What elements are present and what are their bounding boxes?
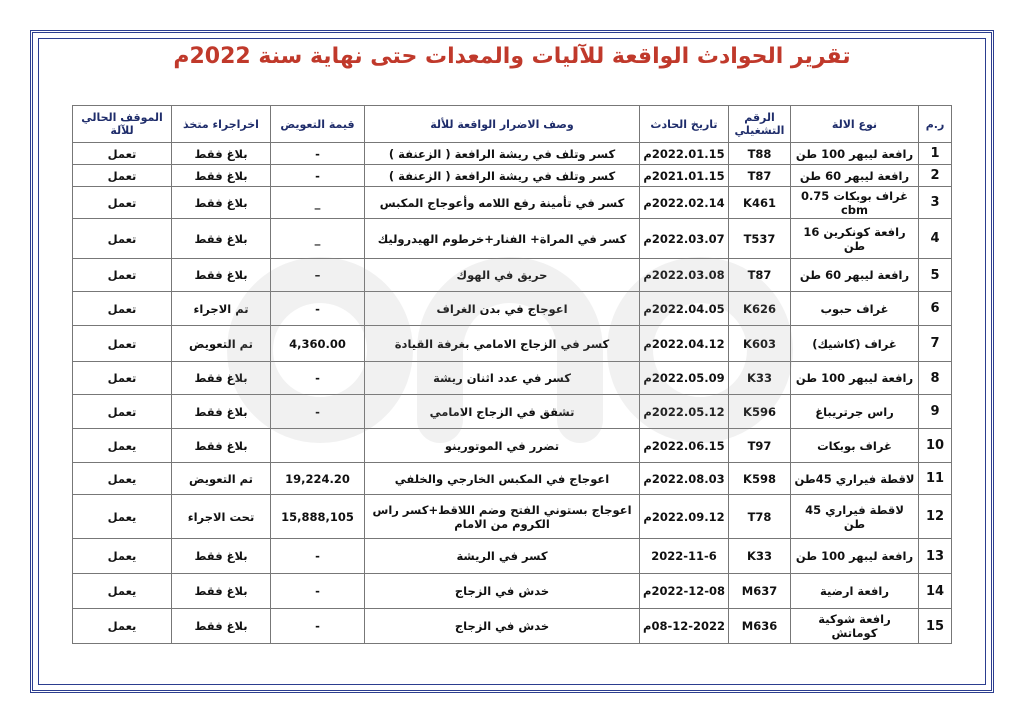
machine-type-cell: غراف بوبكات 0.75 cbm (791, 187, 919, 219)
op-number-cell: T87 (729, 259, 791, 292)
machine-type-cell: لاقطة فيراري 45 طن (791, 495, 919, 539)
op-number-cell: T78 (729, 495, 791, 539)
table-row (73, 495, 952, 539)
op-number-cell: K596 (729, 395, 791, 429)
accidents-table (72, 105, 952, 644)
action-cell: بلاغ فقط (172, 539, 271, 574)
action-cell: بلاغ فقط (172, 395, 271, 429)
accident-date-cell: 2022.04.05م (640, 292, 729, 326)
machine-type-cell: غراف حبوب (791, 292, 919, 326)
table-row (73, 429, 952, 463)
op-number-cell: K461 (729, 187, 791, 219)
machine-type-cell: رافعة شوكية كوماتش (791, 609, 919, 644)
status-cell: يعمل (73, 574, 172, 609)
accident-date-cell: 2022.05.09م (640, 362, 729, 395)
damage-description-cell: خدش في الزجاج (365, 574, 640, 609)
compensation-cell: – (271, 259, 365, 292)
table-row (73, 219, 952, 259)
row-number: 6 (919, 292, 952, 326)
row-number: 12 (919, 495, 952, 539)
accident-date-cell: 08-12-2022م (640, 609, 729, 644)
status-cell: يعمل (73, 463, 172, 495)
action-cell: بلاغ فقط (172, 429, 271, 463)
row-number: 7 (919, 326, 952, 362)
accident-date-cell: 2022.03.08م (640, 259, 729, 292)
machine-type-cell: رافعة ليبهر 100 طن (791, 362, 919, 395)
compensation-cell: - (271, 574, 365, 609)
table-row (73, 395, 952, 429)
damage-description-cell: حريق في الهوك (365, 259, 640, 292)
accident-date-cell: 2022-11-6 (640, 539, 729, 574)
row-number: 13 (919, 539, 952, 574)
action-cell: بلاغ فقط (172, 187, 271, 219)
accident-date-cell: 2022.01.15م (640, 143, 729, 165)
accident-date-cell: 2022.02.14م (640, 187, 729, 219)
table-row (73, 362, 952, 395)
compensation-cell: - (271, 143, 365, 165)
action-cell: بلاغ فقط (172, 609, 271, 644)
action-cell: بلاغ فقط (172, 574, 271, 609)
status-cell: تعمل (73, 326, 172, 362)
row-number: 4 (919, 219, 952, 259)
damage-description-cell: خدش في الزجاج (365, 609, 640, 644)
damage-description-cell: كسر في الريشة (365, 539, 640, 574)
status-cell: تعمل (73, 165, 172, 187)
compensation-cell (271, 429, 365, 463)
accident-date-cell: 2022.03.07م (640, 219, 729, 259)
header-machine-type: نوع الالة (791, 106, 919, 143)
damage-description-cell: تضرر في الموتورينو (365, 429, 640, 463)
row-number: 15 (919, 609, 952, 644)
status-cell: يعمل (73, 495, 172, 539)
accident-date-cell: 2022.06.15م (640, 429, 729, 463)
damage-description-cell: كسر في الزجاج الامامي بغرفة القيادة (365, 326, 640, 362)
header-date: تاريخ الحادث (640, 106, 729, 143)
status-cell: تعمل (73, 143, 172, 165)
compensation-cell: _ (271, 187, 365, 219)
header-damage: وصف الاضرار الواقعة للألة (365, 106, 640, 143)
damage-description-cell: كسر في عدد اثنان ريشة (365, 362, 640, 395)
op-number-cell: K33 (729, 362, 791, 395)
op-number-cell: K598 (729, 463, 791, 495)
action-cell: تم التعويض (172, 463, 271, 495)
compensation-cell: - (271, 165, 365, 187)
row-number: 1 (919, 143, 952, 165)
machine-type-cell: رافعة ليبهر 60 طن (791, 165, 919, 187)
header-op-number: الرقم التشغيلي (729, 106, 791, 143)
op-number-cell: K626 (729, 292, 791, 326)
op-number-cell: K603 (729, 326, 791, 362)
compensation-cell: - (271, 362, 365, 395)
accident-date-cell: 2022-12-08م (640, 574, 729, 609)
damage-description-cell: كسر وتلف في ريشة الرافعة ( الزعنفة ) (365, 165, 640, 187)
table-row (73, 539, 952, 574)
status-cell: يعمل (73, 609, 172, 644)
damage-description-cell: اعوجاج بستوني الفتح وضم اللاقط+كسر راس الكروم من الامام (365, 495, 640, 539)
compensation-cell: _ (271, 219, 365, 259)
row-number: 9 (919, 395, 952, 429)
header-num: ر.م (919, 106, 952, 143)
accident-date-cell: 2022.04.12م (640, 326, 729, 362)
compensation-cell: 15,888,105 (271, 495, 365, 539)
compensation-cell: 19,224.20 (271, 463, 365, 495)
machine-type-cell: رافعة كونكرين 16 طن (791, 219, 919, 259)
damage-description-cell: تشقق في الزجاج الامامي (365, 395, 640, 429)
action-cell: بلاغ فقط (172, 219, 271, 259)
op-number-cell: M637 (729, 574, 791, 609)
op-number-cell: T88 (729, 143, 791, 165)
status-cell: تعمل (73, 292, 172, 326)
accident-date-cell: 2022.05.12م (640, 395, 729, 429)
row-number: 11 (919, 463, 952, 495)
table-row (73, 609, 952, 644)
accident-date-cell: 2022.09.12م (640, 495, 729, 539)
action-cell: تم التعويض (172, 326, 271, 362)
table-row (73, 292, 952, 326)
action-cell: بلاغ فقط (172, 259, 271, 292)
machine-type-cell: رافعة ليبهر 100 طن (791, 539, 919, 574)
row-number: 8 (919, 362, 952, 395)
accident-date-cell: 2021.01.15م (640, 165, 729, 187)
action-cell: تم الاجراء (172, 292, 271, 326)
op-number-cell: T87 (729, 165, 791, 187)
compensation-cell: - (271, 609, 365, 644)
damage-description-cell: كسر في تأمينة رفع اللامه وأعوجاج المكبس (365, 187, 640, 219)
compensation-cell: - (271, 539, 365, 574)
machine-type-cell: غراف بوبكات (791, 429, 919, 463)
table-row (73, 187, 952, 219)
op-number-cell: T537 (729, 219, 791, 259)
damage-description-cell: كسر وتلف في ريشة الرافعة ( الزعنفة ) (365, 143, 640, 165)
op-number-cell: M636 (729, 609, 791, 644)
table-row (73, 143, 952, 165)
machine-type-cell: رافعة ارضية (791, 574, 919, 609)
header-compensation: قيمة التعويض (271, 106, 365, 143)
table-row (73, 574, 952, 609)
machine-type-cell: رافعة ليبهر 100 طن (791, 143, 919, 165)
op-number-cell: K33 (729, 539, 791, 574)
page-title: تقرير الحوادث الواقعة للآليات والمعدات حتى نهاية سنة 2022م (173, 44, 851, 69)
op-number-cell: T97 (729, 429, 791, 463)
machine-type-cell: رافعة ليبهر 60 طن (791, 259, 919, 292)
action-cell: تحت الاجراء (172, 495, 271, 539)
status-cell: تعمل (73, 259, 172, 292)
table-row (73, 259, 952, 292)
machine-type-cell: غراف (كاشيك) (791, 326, 919, 362)
header-row (73, 106, 952, 143)
compensation-cell: - (271, 395, 365, 429)
action-cell: بلاغ فقط (172, 143, 271, 165)
status-cell: يعمل (73, 539, 172, 574)
table-row (73, 326, 952, 362)
status-cell: تعمل (73, 362, 172, 395)
machine-type-cell: لاقطة فيراري 45طن (791, 463, 919, 495)
compensation-cell: 4,360.00 (271, 326, 365, 362)
table-row (73, 463, 952, 495)
damage-description-cell: كسر في المراة+ الفنار+خرطوم الهيدروليك (365, 219, 640, 259)
row-number: 5 (919, 259, 952, 292)
status-cell: يعمل (73, 429, 172, 463)
status-cell: تعمل (73, 187, 172, 219)
row-number: 10 (919, 429, 952, 463)
header-action: اخراجراء متخذ (172, 106, 271, 143)
row-number: 3 (919, 187, 952, 219)
status-cell: تعمل (73, 395, 172, 429)
compensation-cell: - (271, 292, 365, 326)
action-cell: بلاغ فقط (172, 362, 271, 395)
damage-description-cell: اعوجاج في بدن الغراف (365, 292, 640, 326)
header-status: الموقف الحالي للآلة (73, 106, 172, 143)
damage-description-cell: اعوجاج في المكبس الخارجي والخلفي (365, 463, 640, 495)
action-cell: بلاغ فقط (172, 165, 271, 187)
status-cell: تعمل (73, 219, 172, 259)
row-number: 2 (919, 165, 952, 187)
table-row (73, 165, 952, 187)
row-number: 14 (919, 574, 952, 609)
accident-date-cell: 2022.08.03م (640, 463, 729, 495)
machine-type-cell: راس جرتريباغ (791, 395, 919, 429)
